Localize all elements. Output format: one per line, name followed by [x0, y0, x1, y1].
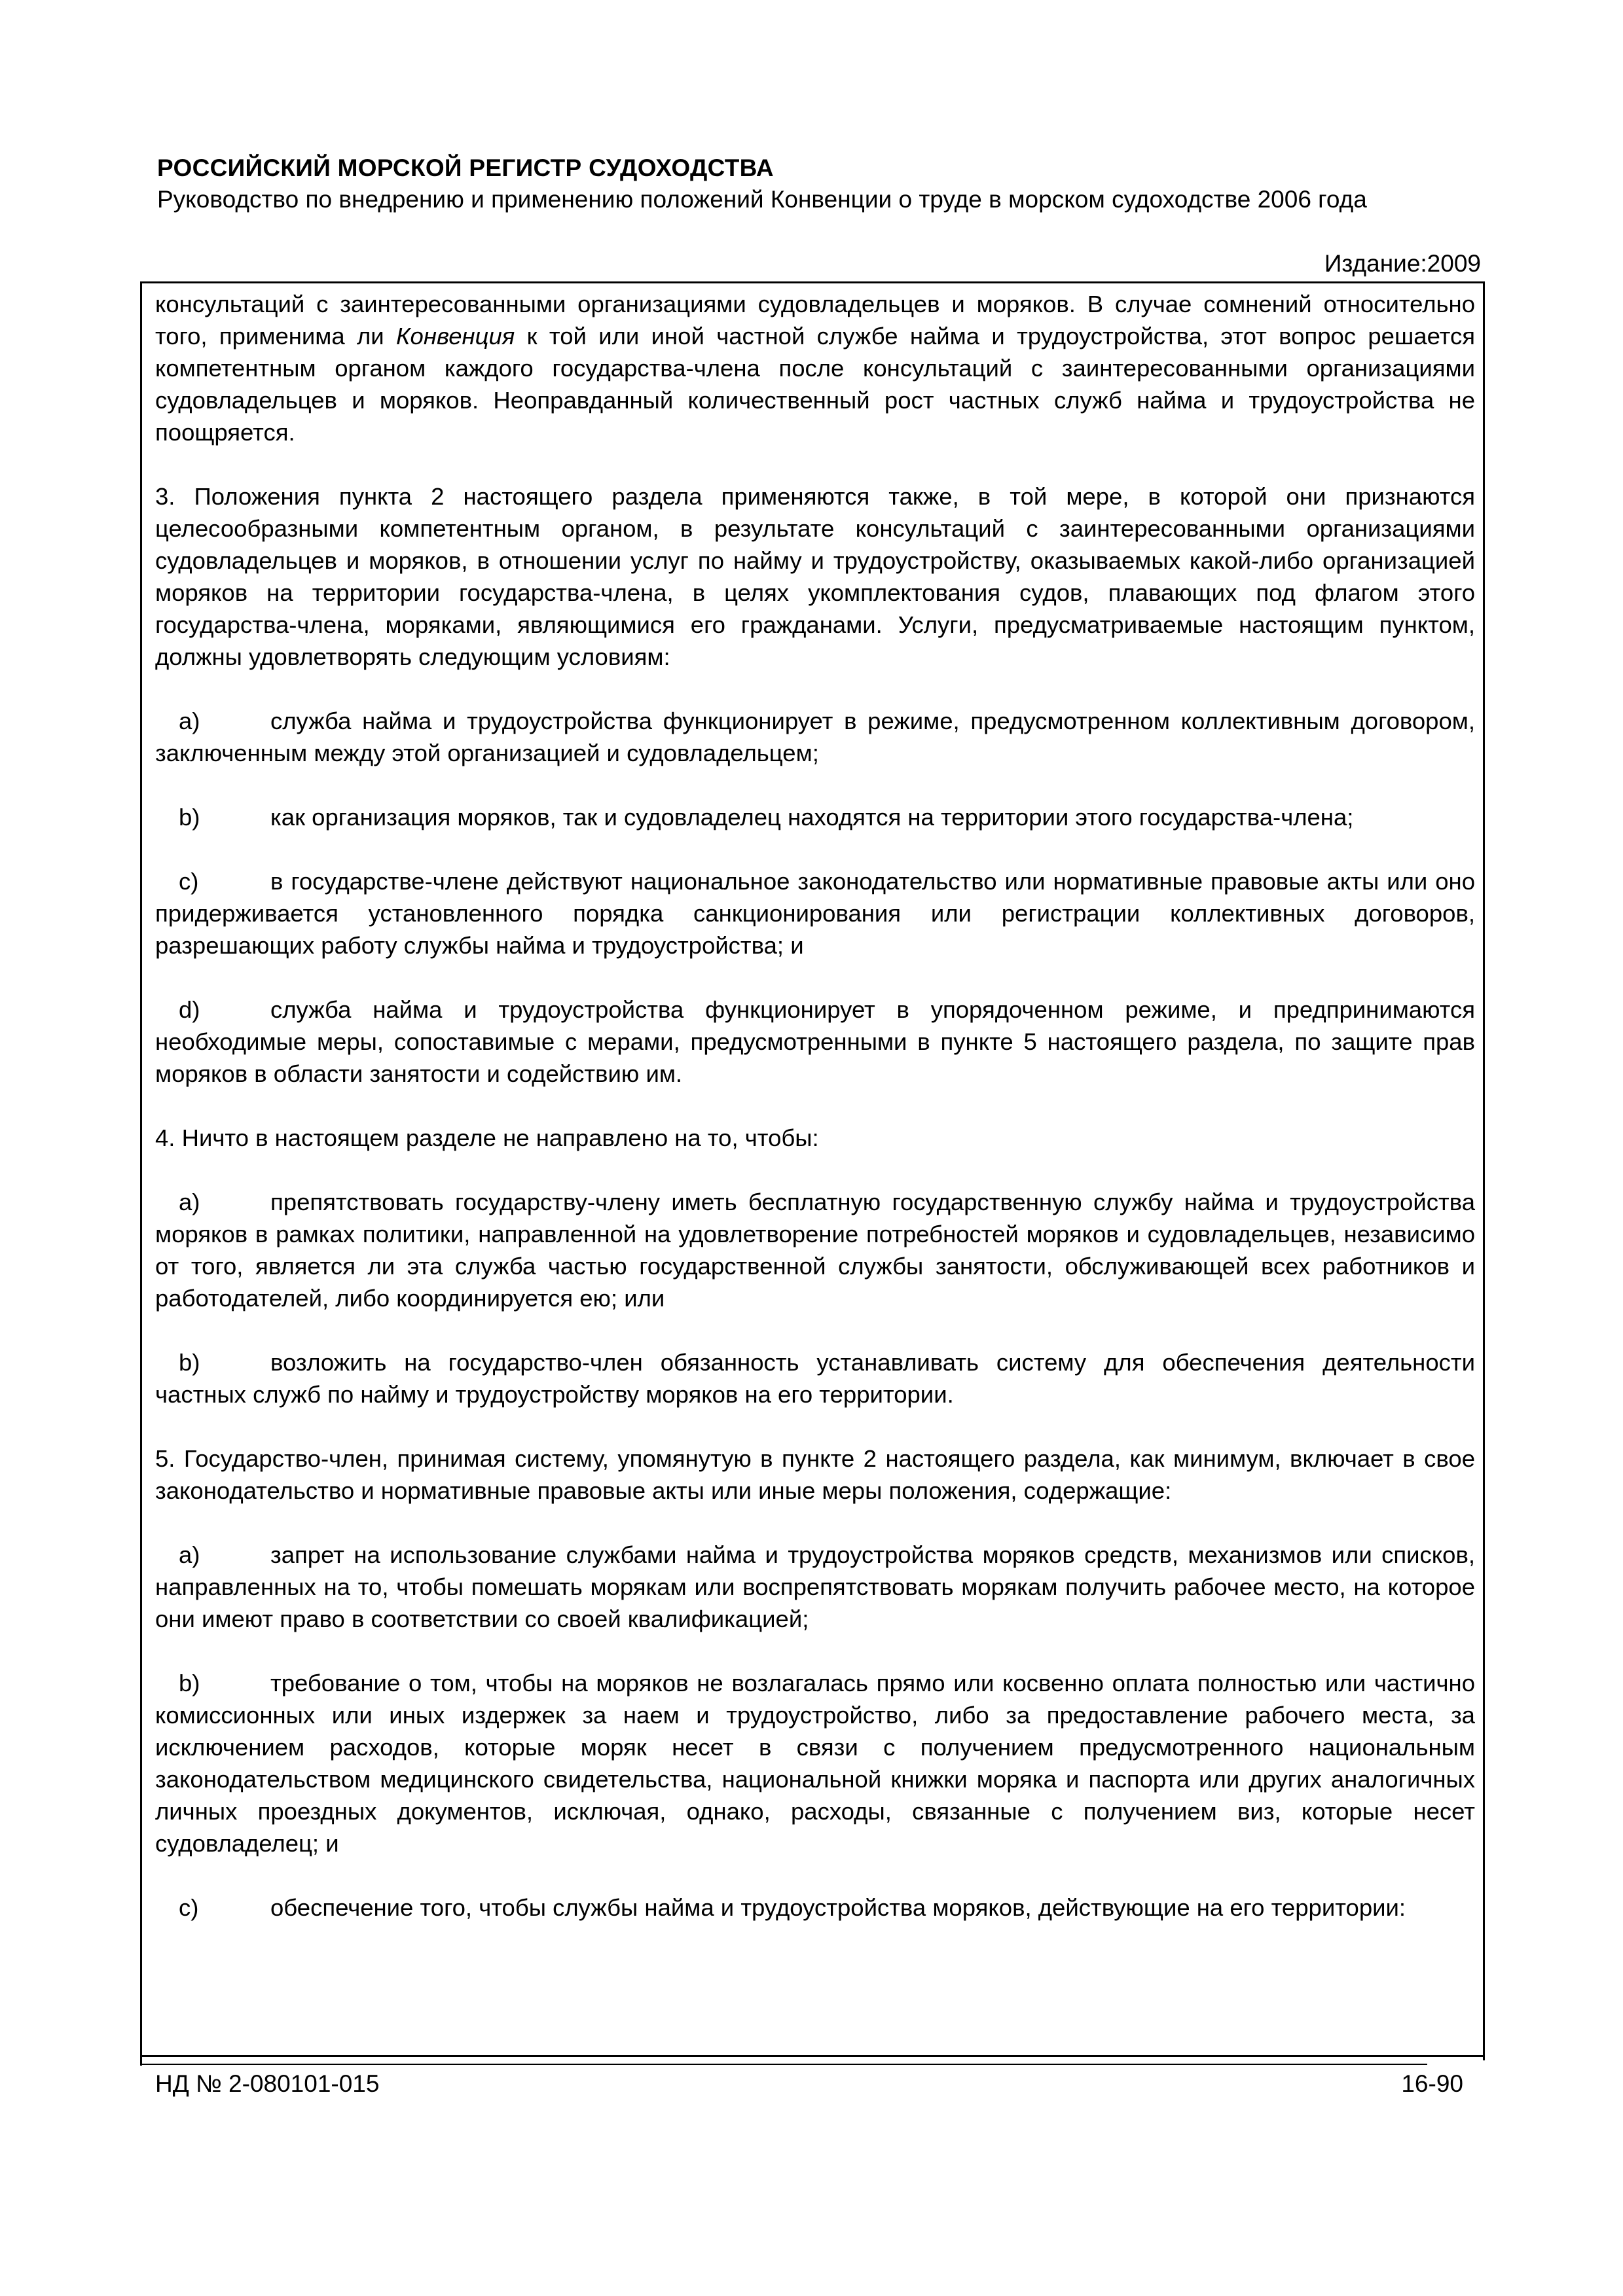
document-subtitle: Руководство по внедрению и применению положений Конвенции о труде в морском судоходстве 2006 года — [157, 186, 1367, 213]
list-label: a) — [179, 1541, 200, 1568]
list-text: запрет на использование службами найма и трудоустройства моряков средств, механизмов или списков, направленных на то, чтобы помешать морякам или воспрепятствовать морякам получить рабочее место, на которое они имеют право в соответствии со своей квалификацией; — [155, 1541, 1475, 1632]
list-item — [155, 1892, 1475, 1924]
paragraph-4: 4. Ничто в настоящем разделе не направлено на то, чтобы: — [155, 1124, 819, 1151]
list-item — [155, 1186, 1475, 1314]
list-text: служба найма и трудоустройства функционирует в упорядоченном режиме, и предпринимаются необходимые меры, сопоставимые с мерами, предусмотренными в пункте 5 настоящего раздела, по защите прав моряков в области занятости и содействию им. — [155, 996, 1475, 1087]
list-item — [155, 865, 1475, 961]
list-text: обеспечение того, чтобы службы найма и трудоустройства моряков, действующие на его территории: — [270, 1894, 1406, 1921]
edition-label: Издание:2009 — [1324, 250, 1481, 277]
list-label: a) — [179, 1189, 200, 1215]
paragraph-continuation — [155, 288, 1475, 448]
italic-term: Конвенция — [396, 323, 515, 350]
list-label: b) — [179, 1670, 200, 1696]
paragraph-text: консультаций с заинтересованными организациями судовладельцев и моряков. В случае сомнений относительно того, применима ли — [155, 291, 1475, 350]
list-text: препятствовать государству-члену иметь бесплатную государственную службу найма и трудоустройства моряков в рамках политики, направленной на удовлетворение потребностей моряков и судовладельцев, независимо от того, является ли эта служба частью государственной службы занятости, обслуживающей всех работников и работодателей, либо координируется ею; или — [155, 1189, 1475, 1312]
content-frame-right — [1483, 281, 1485, 2060]
list-text: как организация моряков, так и судовладелец находятся на территории этого государства-члена; — [270, 804, 1354, 831]
list-label: b) — [179, 804, 200, 831]
list-label: d) — [179, 996, 200, 1023]
content-frame-top — [140, 281, 1485, 283]
footer-rule — [140, 2064, 1427, 2065]
list-item — [155, 705, 1475, 769]
list-label: a) — [179, 708, 200, 734]
page-number: 16-90 — [1401, 2070, 1463, 2097]
paragraph-5: 5. Государство-член, принимая систему, упомянутую в пункте 2 настоящего раздела, как минимум, включает в свое законодательство и нормативные правовые акты или иные меры положения, содержащие: — [155, 1445, 1475, 1504]
document-number: НД № 2-080101-015 — [155, 2070, 380, 2097]
paragraph-text: к той или иной частной службе найма и трудоустройства, этот вопрос решается компетентным органом каждого государства-члена после консультаций с заинтересованными организациями судовладельцев и моряков. Неоправданный количественный рост частных служб найма и трудоустройства не поощряется. — [155, 323, 1475, 446]
list-text: служба найма и трудоустройства функционирует в режиме, предусмотренном коллективным договором, заключенным между этой организацией и судовладельцем; — [155, 708, 1475, 766]
content-frame-left — [140, 281, 142, 2066]
organization-title: РОССИЙСКИЙ МОРСКОЙ РЕГИСТР СУДОХОДСТВА — [157, 154, 774, 181]
list-text: требование о том, чтобы на моряков не возлагалась прямо или косвенно оплата полностью или частично комиссионных или иных издержек за наем и трудоустройство, либо за предоставление рабочего места, за исключением расходов, которые моряк несет в связи с получением предусмотренного национальным законодательством медицинского свидетельства, национальной книжки моряка и паспорта или других аналогичных личных проездных документов, исключая, однако, расходы, связанные с получением виз, которые несет судовладелец; и — [155, 1670, 1475, 1857]
list-label: c) — [179, 868, 199, 895]
list-text: в государстве-члене действуют национальное законодательство или нормативные правовые акты или оно придерживается установленного порядка санкционирования или регистрации коллективных договоров, разрешающих работу службы найма и трудоустройства; и — [155, 868, 1475, 959]
list-item — [155, 994, 1475, 1090]
list-item — [155, 1539, 1475, 1635]
list-label: c) — [179, 1894, 199, 1921]
content-frame-bottom — [140, 2055, 1485, 2057]
document-body — [155, 288, 1475, 1924]
paragraph-3: 3. Положения пункта 2 настоящего раздела применяются также, в той мере, в которой они признаются целесообразными компетентным органом, в результате консультаций с заинтересованными организациями судовладельцев и моряков, в отношении услуг по найму и трудоустройству, оказываемых какой-либо организацией моряков на территории государства-члена, в целях укомплектования судов, плавающих под флагом этого государства-члена, моряками, являющимися его гражданами. Услуги, предусматриваемые настоящим пунктом, должны удовлетворять следующим условиям: — [155, 483, 1475, 670]
list-text: возложить на государство-член обязанность устанавливать систему для обеспечения деятельности частных служб по найму и трудоустройству моряков на его территории. — [155, 1349, 1475, 1408]
list-item — [155, 801, 1475, 833]
list-item — [155, 1346, 1475, 1410]
list-label: b) — [179, 1349, 200, 1376]
list-item — [155, 1667, 1475, 1859]
